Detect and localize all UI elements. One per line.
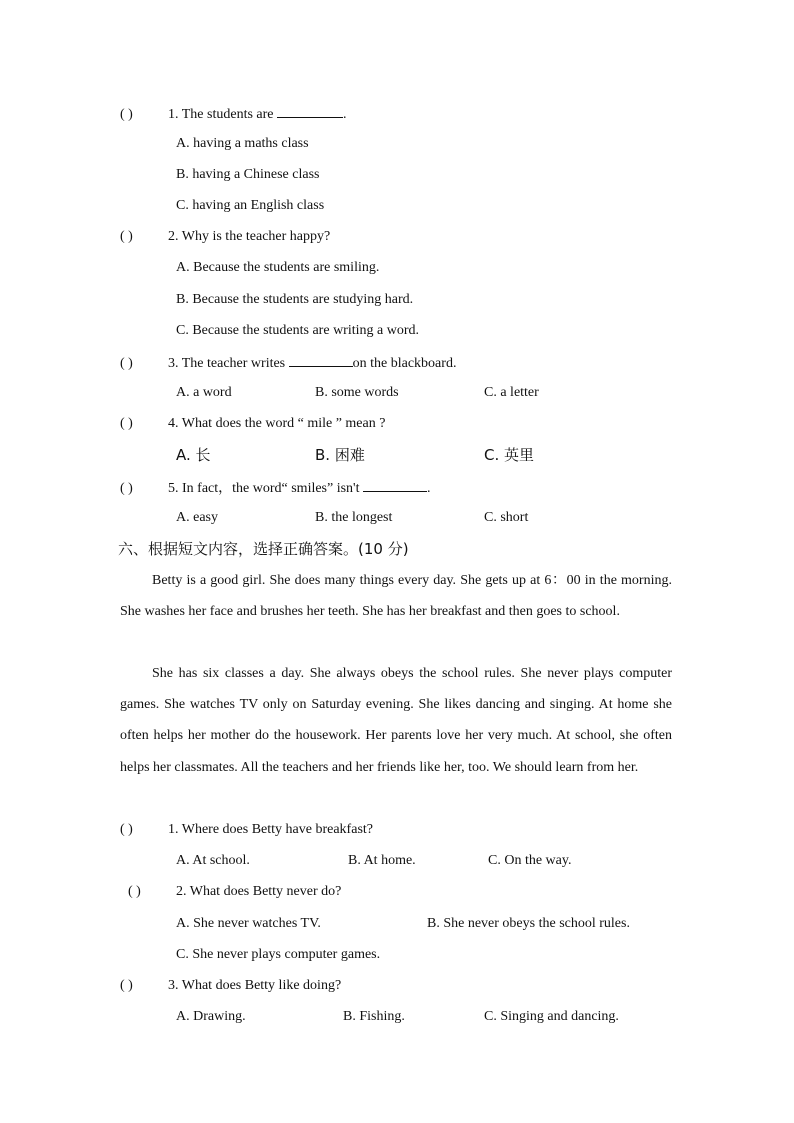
option-a: A. Drawing. xyxy=(176,1009,246,1024)
option-b: B. Because the students are studying hard. xyxy=(176,292,414,307)
option-b: B. having a Chinese class xyxy=(176,167,320,182)
option-c: C. Because the students are writing a word. xyxy=(176,323,419,338)
option-c: C. She never plays computer games. xyxy=(176,947,381,962)
option-c: C. having an English class xyxy=(176,198,325,213)
answer-blank[interactable] xyxy=(289,353,353,367)
answer-paren[interactable]: ( ) xyxy=(120,416,133,431)
passage-paragraph-2: She has six classes a day. She always obeys the school rules. She never plays computer games. She watches TV only on Saturday evening. She likes dancing and singing. At home she often helps her mother do the housework. Her parents love her very much. At school, she often helps her classmates. All the teachers and her friends like her, too. We should learn from her. xyxy=(120,666,672,775)
option-c: C. Singing and dancing. xyxy=(484,1009,619,1024)
question-5 xyxy=(120,478,430,498)
question-text: 2. What does Betty never do? xyxy=(176,884,342,899)
question-4 xyxy=(120,415,385,433)
option-a: A. 长 xyxy=(176,446,211,464)
question-text: 1. Where does Betty have breakfast? xyxy=(168,822,373,837)
answer-paren[interactable]: ( ) xyxy=(120,822,133,837)
question-text: 2. Why is the teacher happy? xyxy=(168,229,331,244)
options-row xyxy=(0,509,794,527)
answer-paren[interactable]: ( ) xyxy=(120,229,133,244)
option-b: B. At home. xyxy=(348,853,416,868)
question-text: 3. What does Betty like doing? xyxy=(168,978,342,993)
option-b: B. the longest xyxy=(315,510,393,525)
option-a: A. Because the students are smiling. xyxy=(176,260,380,275)
answer-paren[interactable]: ( ) xyxy=(120,356,133,371)
passage-paragraph-1: Betty is a good girl. She does many things every day. She gets up at 6：00 in the morning. She washes her face and brushes her teeth. She has her breakfast and then goes to school. xyxy=(120,573,672,620)
section-heading: 六、根据短文内容，选择正确答案。(10 分) xyxy=(118,540,409,558)
option-a: A. having a maths class xyxy=(176,136,309,151)
question-2 xyxy=(128,883,341,901)
answer-paren[interactable]: ( ) xyxy=(120,107,133,122)
question-text: 1. The students are xyxy=(168,107,274,122)
answer-paren[interactable]: ( ) xyxy=(120,481,133,496)
options-row xyxy=(0,915,794,933)
option-b: B. some words xyxy=(315,385,399,400)
option-b: B. She never obeys the school rules. xyxy=(427,916,630,931)
option-c: C. On the way. xyxy=(488,853,572,868)
question-text-end: . xyxy=(426,481,431,496)
option-a: A. easy xyxy=(176,510,218,525)
question-1 xyxy=(120,821,373,839)
option-a: A. a word xyxy=(176,385,232,400)
answer-blank[interactable] xyxy=(363,478,427,492)
options-row xyxy=(0,446,794,464)
option-b: B. Fishing. xyxy=(343,1009,405,1024)
question-1 xyxy=(120,104,347,124)
option-a: A. She never watches TV. xyxy=(176,916,321,931)
option-c: C. 英里 xyxy=(484,446,535,464)
options-row xyxy=(0,852,794,870)
question-2 xyxy=(120,228,330,246)
question-text: 3. The teacher writes xyxy=(168,356,286,371)
answer-paren[interactable]: ( ) xyxy=(120,978,133,993)
option-b: B. 困难 xyxy=(315,446,365,464)
question-3 xyxy=(120,353,456,373)
answer-paren[interactable]: ( ) xyxy=(128,884,141,899)
question-text-end: on the blackboard. xyxy=(352,356,457,371)
question-text: 5. In fact，the word“ smiles” isn't xyxy=(168,481,360,496)
answer-blank[interactable] xyxy=(277,104,343,118)
question-3 xyxy=(120,977,341,995)
options-row xyxy=(0,384,794,402)
option-c: C. a letter xyxy=(484,385,539,400)
question-text: 4. What does the word “ mile ” mean ? xyxy=(168,416,386,431)
option-c: C. short xyxy=(484,510,529,525)
option-a: A. At school. xyxy=(176,853,250,868)
options-row xyxy=(0,1008,794,1026)
question-text-end: . xyxy=(343,107,347,122)
